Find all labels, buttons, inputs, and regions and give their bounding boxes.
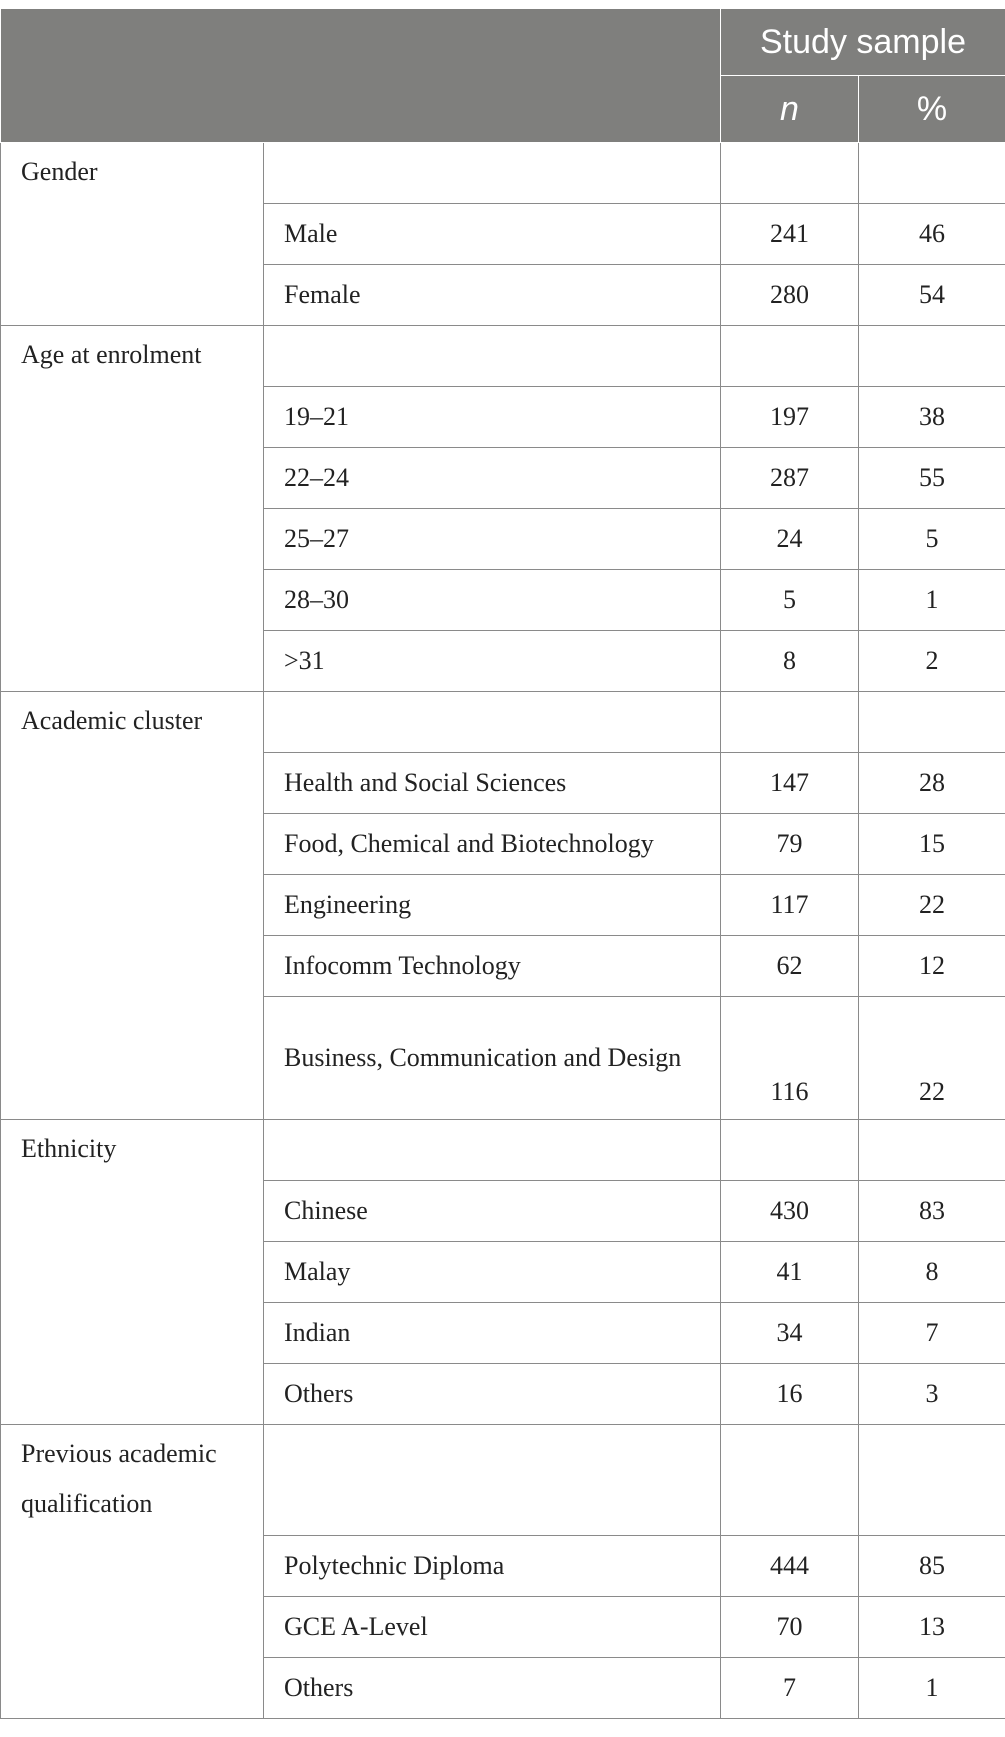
row-percent: 12 [859,936,1005,997]
row-n: 287 [721,448,859,509]
section-row-academic-cluster [1,692,1005,753]
row-label: Male [264,204,721,265]
section-label: Ethnicity [1,1120,264,1425]
empty-cell [859,692,1005,753]
empty-cell [859,1120,1005,1181]
table-header [1,9,1005,143]
row-percent: 22 [859,997,1005,1120]
header-study-sample: Study sample [721,9,1005,76]
row-n: 241 [721,204,859,265]
row-percent: 54 [859,265,1005,326]
demographics-table [0,8,1005,1719]
section-label: Age at enrolment [1,326,264,692]
row-n: 280 [721,265,859,326]
row-percent: 1 [859,570,1005,631]
row-percent: 7 [859,1303,1005,1364]
row-percent: 38 [859,387,1005,448]
row-n: 5 [721,570,859,631]
row-n: 41 [721,1242,859,1303]
section-row-previous-qualification [1,1425,1005,1536]
row-label: 22–24 [264,448,721,509]
row-percent: 22 [859,875,1005,936]
row-n: 34 [721,1303,859,1364]
row-percent: 5 [859,509,1005,570]
row-percent: 46 [859,204,1005,265]
row-percent: 55 [859,448,1005,509]
section-row-gender [1,143,1005,204]
row-n: 444 [721,1536,859,1597]
row-label: Chinese [264,1181,721,1242]
row-percent: 8 [859,1242,1005,1303]
row-label: Others [264,1364,721,1425]
row-n: 70 [721,1597,859,1658]
section-spacer [264,143,721,204]
row-label: Malay [264,1242,721,1303]
row-label: Polytechnic Diploma [264,1536,721,1597]
section-spacer [264,326,721,387]
row-n: 8 [721,631,859,692]
section-spacer [264,1120,721,1181]
empty-cell [721,326,859,387]
empty-cell [859,326,1005,387]
row-label: Engineering [264,875,721,936]
row-label: Others [264,1658,721,1719]
row-percent: 3 [859,1364,1005,1425]
row-n: 24 [721,509,859,570]
empty-cell [721,1425,859,1536]
empty-cell [721,692,859,753]
empty-cell [721,143,859,204]
row-percent: 2 [859,631,1005,692]
row-label: Infocomm Technology [264,936,721,997]
section-spacer [264,1425,721,1536]
row-label: 19–21 [264,387,721,448]
row-n: 117 [721,875,859,936]
section-label: Academic cluster [1,692,264,1120]
row-percent: 15 [859,814,1005,875]
empty-cell [721,1120,859,1181]
row-percent: 28 [859,753,1005,814]
row-label: GCE A-Level [264,1597,721,1658]
section-row-age [1,326,1005,387]
header-n: n [721,76,859,143]
section-row-ethnicity [1,1120,1005,1181]
row-n: 16 [721,1364,859,1425]
row-percent: 1 [859,1658,1005,1719]
row-n: 79 [721,814,859,875]
row-label: Female [264,265,721,326]
header-percent: % [859,76,1005,143]
row-label: Food, Chemical and Biotechnology [264,814,721,875]
row-label: Business, Communication and Design [264,997,721,1120]
row-percent: 13 [859,1597,1005,1658]
row-label: Health and Social Sciences [264,753,721,814]
row-n: 197 [721,387,859,448]
row-n: 62 [721,936,859,997]
row-label: >31 [264,631,721,692]
empty-cell [859,143,1005,204]
row-percent: 85 [859,1536,1005,1597]
empty-cell [859,1425,1005,1536]
row-label: Indian [264,1303,721,1364]
row-n: 7 [721,1658,859,1719]
row-n: 147 [721,753,859,814]
row-label: 25–27 [264,509,721,570]
section-spacer [264,692,721,753]
header-blank-cell [1,9,721,143]
row-label: 28–30 [264,570,721,631]
row-percent: 83 [859,1181,1005,1242]
section-label: Gender [1,143,264,326]
row-n: 430 [721,1181,859,1242]
section-label: Previous academic qualification [1,1425,264,1719]
row-n: 116 [721,997,859,1120]
